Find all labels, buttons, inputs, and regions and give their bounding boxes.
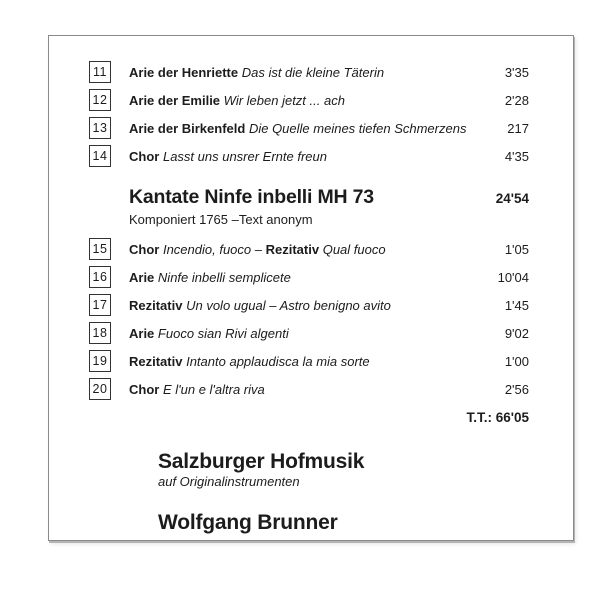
track-title-italic: Un volo ugual – Astro benigno avito — [186, 297, 391, 313]
track-title-bold: Arie der Henriette — [129, 64, 239, 80]
track-title-bold: Rezitativ — [129, 353, 183, 369]
work-duration: 24'54 — [495, 191, 529, 206]
track-title — [129, 270, 498, 285]
booklet-page — [48, 35, 574, 541]
track-title-bold: Chor — [129, 241, 160, 257]
track-title — [129, 382, 505, 397]
credits-block — [49, 450, 573, 535]
track-title-italic: Die Quelle meines tiefen Schmerzens — [248, 120, 467, 136]
ensemble-note: auf Originalinstrumenten — [158, 474, 300, 489]
track-number: 20 — [92, 382, 108, 396]
track-row — [49, 142, 573, 170]
track-title — [129, 93, 505, 108]
track-row — [49, 291, 573, 319]
track-time: 3'35 — [504, 64, 529, 80]
track-time: 2'56 — [504, 381, 529, 397]
track-row — [49, 319, 573, 347]
track-number-box — [89, 266, 111, 288]
track-time: 1'00 — [504, 353, 529, 369]
track-title-bold: Chor — [129, 148, 160, 164]
track-time: 10'04 — [497, 269, 529, 285]
track-time: 1'45 — [504, 297, 529, 313]
track-time: 217 — [507, 120, 529, 136]
track-number-box — [89, 238, 111, 260]
track-number-box — [89, 378, 111, 400]
track-title — [129, 65, 505, 80]
conductor-block — [158, 511, 573, 535]
track-title-bold: Arie — [129, 325, 155, 341]
track-number: 18 — [92, 326, 108, 340]
track-title-italic: Fuoco sian Rivi algenti — [157, 325, 289, 341]
tracklist-part1 — [49, 36, 573, 170]
work-title: Kantate Ninfe inbelli MH 73 — [129, 186, 374, 208]
track-number-box — [89, 294, 111, 316]
track-row — [49, 235, 573, 263]
track-row — [49, 114, 573, 142]
track-title-bold: Arie — [129, 269, 155, 285]
ensemble-block — [158, 450, 573, 489]
track-time: 4'35 — [504, 148, 529, 164]
track-time: 9'02 — [504, 325, 529, 341]
track-title-italic-2: Qual fuoco — [322, 241, 386, 257]
track-title-italic: Ninfe inbelli semplicete — [157, 269, 291, 285]
track-title-bold: Arie der Birkenfeld — [129, 120, 246, 136]
track-number: 12 — [92, 93, 108, 107]
track-row — [49, 347, 573, 375]
track-title — [129, 298, 505, 313]
track-title-italic: Lasst uns unsrer Ernte freun — [162, 148, 327, 164]
track-title-bold-2: Rezitativ — [265, 241, 320, 257]
track-number-box — [89, 61, 111, 83]
work-title-line — [129, 186, 529, 209]
conductor-name: Wolfgang Brunner — [158, 511, 338, 534]
track-number-box — [89, 145, 111, 167]
track-number: 15 — [92, 242, 108, 256]
ensemble-name: Salzburger Hofmusik — [158, 450, 365, 473]
total-time-row — [49, 403, 573, 431]
total-time: T.T.: 66'05 — [466, 409, 529, 425]
track-number: 19 — [92, 354, 108, 368]
track-title — [129, 121, 507, 136]
track-row — [49, 58, 573, 86]
tracklist-part2 — [49, 235, 573, 403]
track-title-italic: Incendio, fuoco – — [162, 241, 262, 257]
track-title-italic: Wir leben jetzt ... ach — [223, 92, 345, 108]
track-title — [129, 354, 505, 369]
track-number: 16 — [92, 270, 108, 284]
track-number-box — [89, 117, 111, 139]
track-title-bold: Chor — [129, 381, 160, 397]
track-number: 11 — [93, 65, 107, 79]
track-title — [129, 149, 505, 164]
track-time: 1'05 — [504, 241, 529, 257]
track-time: 2'28 — [504, 92, 529, 108]
track-row — [49, 86, 573, 114]
track-title-bold: Arie der Emilie — [129, 92, 221, 108]
track-title — [129, 326, 505, 341]
track-title-italic: Intanto applaudisca la mia sorte — [186, 353, 370, 369]
track-number: 17 — [92, 298, 108, 312]
track-row — [49, 375, 573, 403]
work-subtitle: Komponiert 1765 –Text anonym — [129, 212, 313, 227]
track-number: 14 — [92, 149, 108, 163]
track-number: 13 — [92, 121, 108, 135]
track-row — [49, 263, 573, 291]
track-title — [129, 242, 505, 257]
work-section-header — [49, 186, 573, 227]
track-title-italic: E l'un e l'altra riva — [162, 381, 265, 397]
track-title-bold: Rezitativ — [129, 297, 183, 313]
track-number-box — [89, 350, 111, 372]
track-title-italic: Das ist die kleine Täterin — [241, 64, 385, 80]
track-number-box — [89, 89, 111, 111]
track-number-box — [89, 322, 111, 344]
